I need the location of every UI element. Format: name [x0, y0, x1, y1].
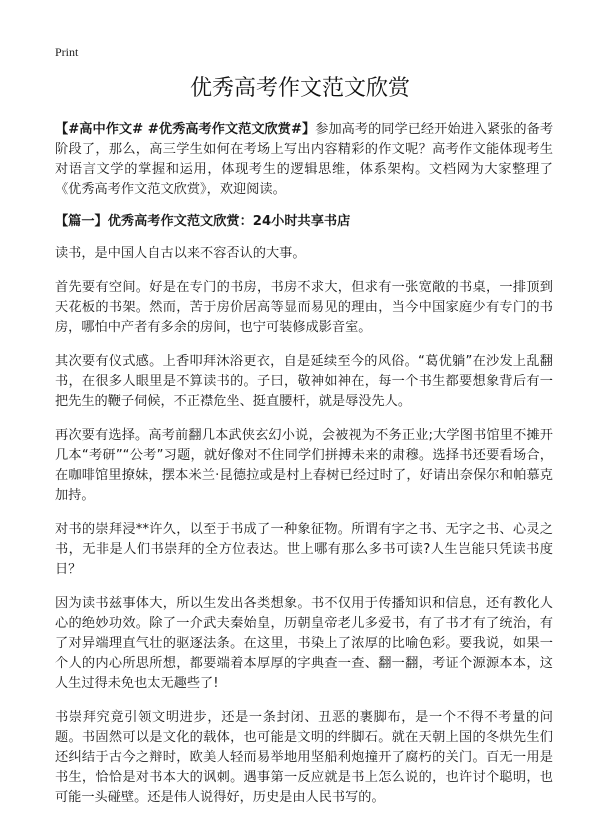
paragraph-5: 对书的崇拜浸**许久，以至于书成了一种象征物。所谓有字之书、无字之书、心灵之书，无非是人们书崇拜的全方位表达。世上哪有那么多书可读?人生岂能只凭读书度日？ [55, 522, 553, 577]
paragraph-3: 其次要有仪式感。上香叩拜沐浴更衣，自是延续至今的风俗。“葛优躺”在沙发上乱翻书，在很多人眼里是不算读书的。子曰，敬神如神在，每一个书生都要想象背后有一把先生的鞭子伺候，不正襟危坐、挺直腰杆，就是辱没先人。 [55, 354, 553, 409]
paragraph-2: 首先要有空间。好是在专门的书房，书房不求大，但求有一张宽敞的书桌，一排顶到天花板的书架。然而，苦于房价居高等显而易见的理由，当今中国家庭少有专门的书房，哪怕中产者有多余的房间，也宁可装修成影音室。 [55, 280, 553, 335]
page-title: 优秀高考作文范文欣赏 [189, 76, 410, 101]
intro-text: 参加高考的同学已经开始进入紧张的备考阶段了，那么，高三学生如何在考场上写出内容精彩的作文呢？高考作文能体现考生对语言文学的掌握和运用，体现考生的逻辑思维，体系架构。文档网为大家整理了《优秀高考作文范文欣赏》，欢迎阅读。 [55, 122, 554, 197]
paragraph-6: 因为读书兹事体大，所以生发出各类想象。书不仅用于传播知识和信息，还有教化人心的绝妙功效。除了一介武夫秦始皇，历朝皇帝老儿多爱书，有了书才有了统治，有了对异端理直气壮的驱逐法条。在这里，书染上了浓厚的比喻色彩。要我说，如果一个人的内心所思所想，都要端着本厚厚的字典查一查、翻一翻，考证个源源本本，这人生过得未免也太无趣些了! [55, 596, 553, 691]
paragraph-1: 读书，是中国人自古以来不容否认的大事。 [55, 246, 306, 261]
print-link[interactable]: Print [55, 45, 79, 59]
intro-paragraph [55, 120, 553, 200]
paragraph-4: 再次要有选择。高考前翻几本武侠玄幻小说，会被视为不务正业;大学图书馆里不摊开几本“考研”“公考”习题，就好像对不住同学们拼搏未来的肃穆。选择书还要看场合，在咖啡馆里撩妹，摆本米兰·昆德拉或是村上春树已经过时了，好请出奈保尔和帕慕克加持。 [55, 428, 553, 503]
paragraph-7: 书崇拜究竟引领文明进步，还是一条封闭、丑恶的裹脚布，是一个不得不考量的问题。书固然可以是文化的载体，也可能是文明的绊脚石。就在天朝上国的冬烘先生们还纠结于古今之辩时，欧美人轻而易举地用坚船利炮撞开了腐朽的关门。百无一用是书生，恰恰是对书本大的讽刺。遇事第一反应就是书上怎么说的，也许讨个聪明，也可能一头碰壁。还是伟人说得好，历史是由人民书写的。 [55, 710, 553, 805]
intro-tag: 【#高中作文# #优秀高考作文范文欣赏#】 [55, 122, 316, 137]
section-heading: 【篇一】优秀高考作文范文欣赏：24小时共享书店 [55, 214, 351, 229]
article-body [55, 120, 553, 822]
